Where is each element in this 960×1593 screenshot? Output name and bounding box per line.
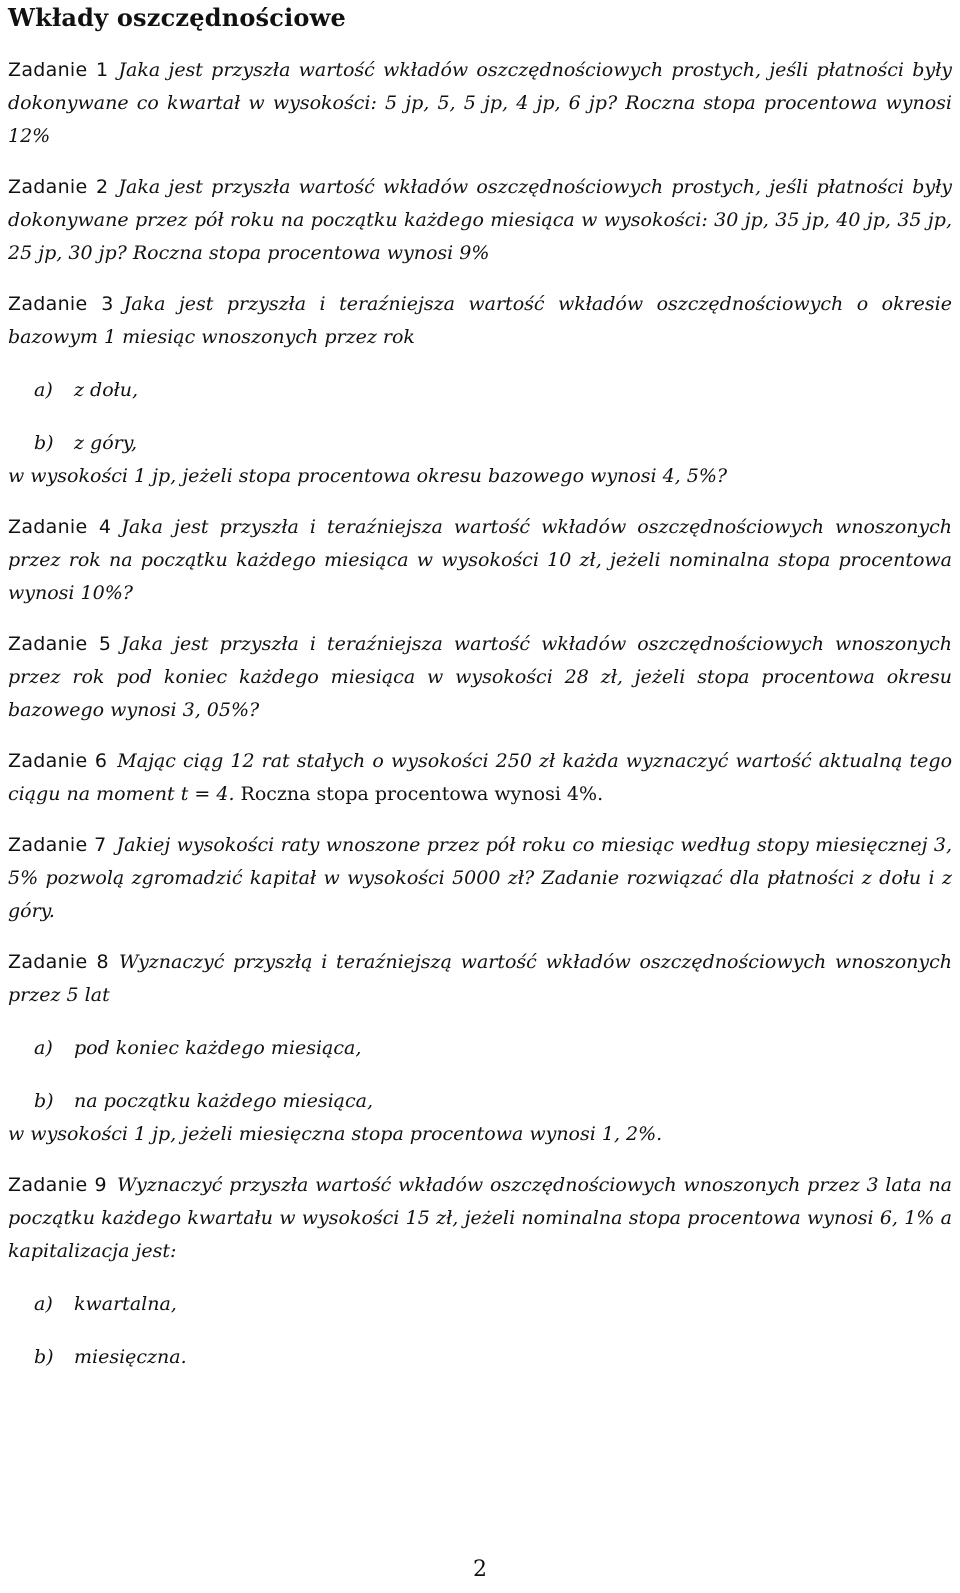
task-6 — [8, 745, 952, 811]
task-3 — [8, 288, 952, 493]
task-label: Zadanie 4 — [8, 516, 112, 538]
item-marker: b) — [34, 1346, 54, 1368]
task-2 — [8, 171, 952, 270]
task-text: Jaka jest przyszła i teraźniejsza wartość wkładów oszczędnościowych wnoszonych przez rok na początku każdego miesiąca w wysokości 10 zł, jeżeli nominalna stopa procentowa wynosi 10%? — [8, 516, 953, 604]
item-marker: a) — [34, 1037, 53, 1059]
task-text: Wyznaczyć przyszła wartość wkładów oszczędnościowych wnoszonych przez 3 lata na początku każdego kwartału w wysokości 15 zł, jeżeli nominalna stopa procentowa wynosi 6, 1% a kapitalizacja jest: — [8, 1174, 953, 1262]
item-marker: b) — [34, 432, 54, 454]
list-item — [34, 1288, 952, 1321]
list-item — [34, 1032, 952, 1065]
task-7 — [8, 829, 952, 928]
task-text: Jaka jest przyszła i teraźniejsza wartość wkładów oszczędnościowych wnoszonych przez rok pod koniec każdego miesiąca w wysokości 28 zł, jeżeli stopa procentowa okresu bazowego wynosi 3, 05%? — [8, 633, 953, 721]
page-number: 2 — [473, 1557, 487, 1582]
document-title: Wkłady oszczędnościowe — [8, 3, 346, 32]
task-label: Zadanie 6 — [8, 750, 108, 772]
item-text: pod koniec każdego miesiąca, — [74, 1037, 362, 1059]
item-text: z dołu, — [74, 379, 139, 401]
list-item — [34, 1085, 952, 1118]
task-label: Zadanie 9 — [8, 1174, 107, 1196]
item-text: na początku każdego miesiąca, — [74, 1090, 374, 1112]
task-text: Jaka jest przyszła wartość wkładów oszczędnościowych prostych, jeśli płatności były dokonywane przez pół roku na początku każdego miesiąca w wysokości: 30 jp, 35 jp, 40 jp, 35 jp, 25 jp, 30 jp? Roczna stopa procentowa wynosi 9% — [8, 176, 953, 264]
task-9 — [8, 1169, 952, 1374]
list-item — [34, 1341, 952, 1374]
task-label: Zadanie 7 — [8, 834, 107, 856]
task-text: Jaka jest przyszła i teraźniejsza wartość wkładów oszczędnościowych o okresie bazowym 1 miesiąc wnoszonych przez rok — [8, 293, 952, 348]
task-label: Zadanie 1 — [8, 59, 109, 81]
task-label: Zadanie 2 — [8, 176, 109, 198]
task-text: Wyznaczyć przyszłą i teraźniejszą wartość wkładów oszczędnościowych wnoszonych przez 5 lat — [8, 951, 952, 1006]
task-label: Zadanie 8 — [8, 951, 109, 973]
task-4 — [8, 511, 952, 610]
item-marker: a) — [34, 379, 53, 401]
item-text: z góry, — [74, 432, 137, 454]
document-page — [8, 0, 952, 1374]
item-text: kwartalna, — [74, 1293, 177, 1315]
task-followup: w wysokości 1 jp, jeżeli miesięczna stopa procentowa wynosi 1, 2%. — [8, 1123, 663, 1145]
task-text: Jakiej wysokości raty wnoszone przez pół roku co miesiąc według stopy miesięcznej 3, 5% pozwolą zgromadzić kapitał w wysokości 5000 zł? Zadanie rozwiązać dla płatności z dołu i z góry. — [8, 834, 953, 922]
task-text-upright: Roczna stopa procentowa wynosi 4%. — [240, 783, 604, 805]
list-item — [34, 374, 952, 407]
task-label: Zadanie 5 — [8, 633, 112, 655]
item-marker: b) — [34, 1090, 54, 1112]
item-text: miesięczna. — [74, 1346, 187, 1368]
task-5 — [8, 628, 952, 727]
task-1 — [8, 54, 952, 153]
task-followup: w wysokości 1 jp, jeżeli stopa procentowa okresu bazowego wynosi 4, 5%? — [8, 465, 728, 487]
list-item — [34, 427, 952, 460]
item-marker: a) — [34, 1293, 53, 1315]
task-text: Mając ciąg 12 rat stałych o wysokości 250 zł każda wyznaczyć wartość aktualną tego ciągu na moment t = 4. — [8, 750, 953, 805]
task-label: Zadanie 3 — [8, 293, 114, 315]
task-8 — [8, 946, 952, 1151]
task-text: Jaka jest przyszła wartość wkładów oszczędnościowych prostych, jeśli płatności były dokonywane co kwartał w wysokości: 5 jp, 5, 5 jp, 4 jp, 6 jp? Roczna stopa procentowa wynosi 12% — [8, 59, 953, 147]
